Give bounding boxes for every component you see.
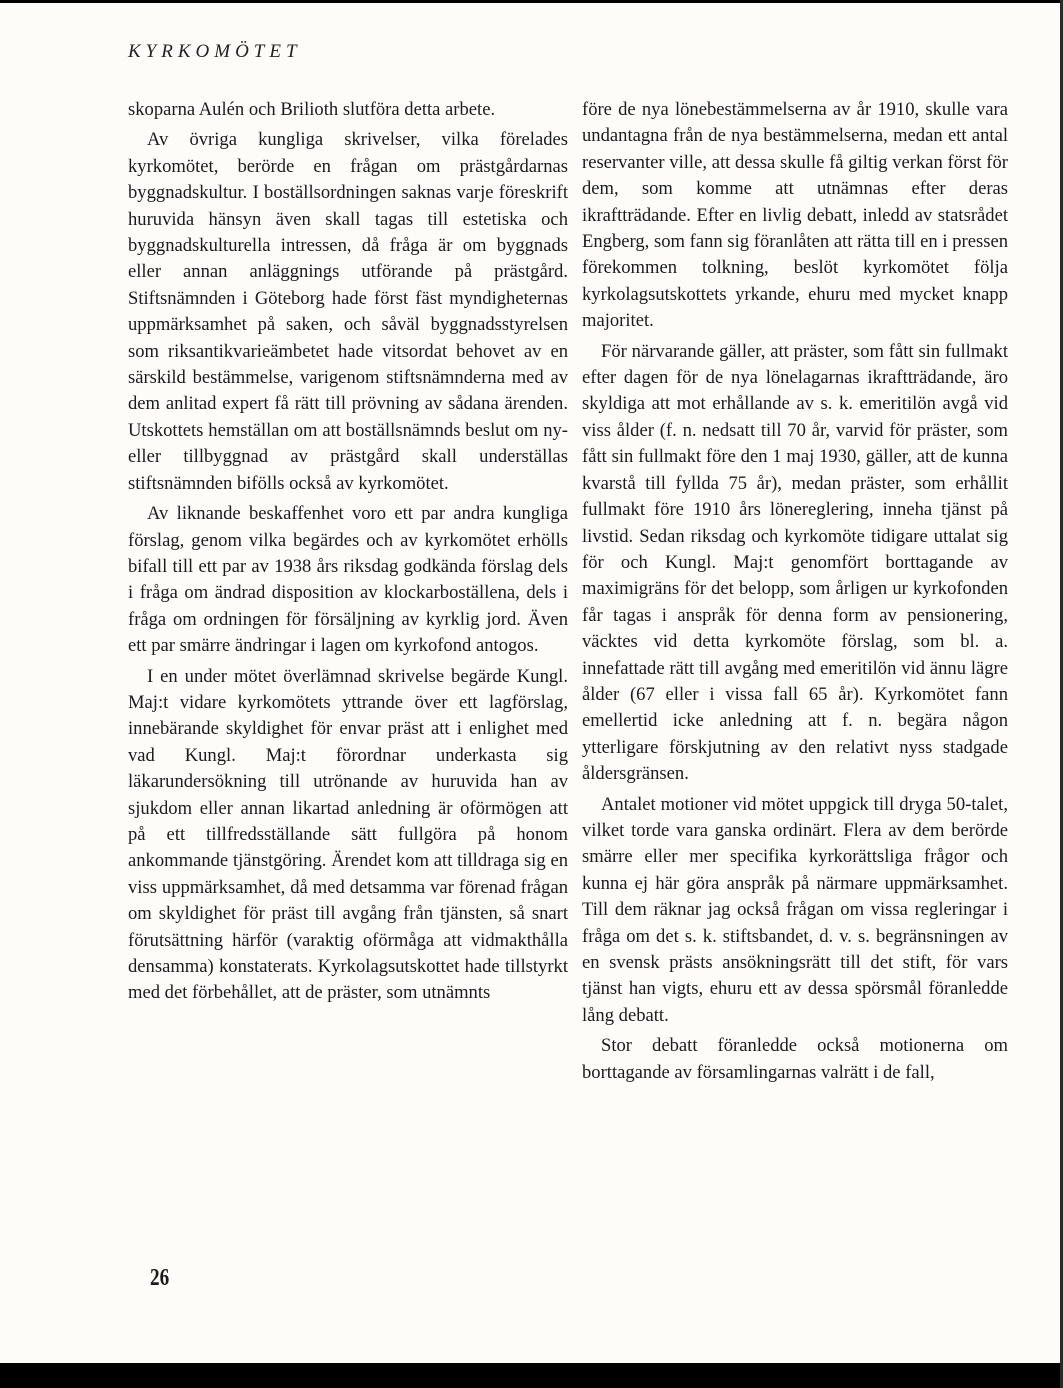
paragraph: Av liknande beskaffenhet voro ett par andra kungliga förslag, genom vilka begärdes och av kyrkomötet erhölls bifall till ett par av 1938 års riksdag godkända förslag dels i fråga om ändrad disposition av klockarboställena, dels i fråga om ordningen för försäljning av kyrklig jord. Även ett par smärre ändringar i lagen om kyrkofond antogos. — [128, 503, 568, 657]
paragraph: Av övriga kungliga skrivelser, vilka förelades kyrkomötet, berörde en frågan om prästgårdarnas byggnadskultur. I boställsordningen saknas varje föreskrift huruvida hänsyn även skall tagas till estetiska och byggnadskulturella intressen, då fråga är om byggnads eller annan anläggnings utförande på prästgård. Stiftsnämnden i Göteborg hade först fäst myndigheternas uppmärksamhet på saken, och såväl byggnadsstyrelsen som riksantikvarieämbetet hade vitsordat behovet av en särskild bestämmelse, varigenom stiftsnämnderna med av dem anlitad expert få rätt till prövning av sådana ärenden. Utskottets hemställan om att boställsnämnds beslut om ny- eller tillbyggnad av prästgård skall underställas stiftsnämnden bifölls också av kyrkomötet. — [128, 129, 568, 494]
running-head: KYRKOMÖTET — [128, 41, 302, 62]
paragraph: före de nya lönebestämmelserna av år 1910, skulle vara undantagna från de nya bestämmelserna, medan ett antal reservanter ville, att dessa skulle få giltig verkan först för dem, som komme att utnämnas efter deras ikraftträdande. Efter en livlig debatt, inledd av statsrådet Engberg, som fann sig föranlåten att rätta till en i pressen förekommen tolkning, beslöt kyrkomötet följa kyrkolagsutskottets yrkande, ehuru med mycket knapp majoritet. — [582, 99, 1008, 332]
paragraph: Stor debatt föranledde också motionerna om borttagande av församlingarnas valrätt i de fall, — [582, 1035, 1008, 1083]
page-number: 26 — [150, 1265, 170, 1291]
left-column — [128, 97, 568, 1011]
paragraph: I en under mötet överlämnad skrivelse begärde Kungl. Maj:t vidare kyrkomötets yttrande över ett lagförslag, innebärande skyldighet för envar präst att i enlighet med vad Kungl. Maj:t förordnar underkasta sig läkarundersökning till utrönande av huruvida han av sjukdom eller annan likartad anledning är oförmögen att på ett tillfredsställande sätt fullgöra på honom ankommande tjänstgöring. Ärendet kom att tilldraga sig en viss uppmärksamhet, då med detsamma var förenad frågan om skyldighet för präst till avgång från tjänsten, så snart förutsättning härför (varaktig oförmåga att vidmakthålla densamma) konstaterats. Kyrkolagsutskottet hade tillstyrkt med det förbehållet, att de präster, som utnämnts — [128, 665, 568, 1004]
paragraph: Antalet motioner vid mötet uppgick till dryga 50-talet, vilket torde vara ganska ordinärt. Flera av dem berörde smärre eller mer specifika kyrkorättsliga frågor och kunna ej här göra anspråk på närmare uppmärksamhet. Till dem räknar jag också frågan om vissa regleringar i fråga om det s. k. stiftsbandet, d. v. s. begränsningen av en svensk prästs ansökningsrätt till det stift, för vars tjänst han vigts, ehuru ett av dessa spörsmål föranledde lång debatt. — [582, 793, 1008, 1026]
paragraph: För närvarande gäller, att präster, som fått sin fullmakt efter dagen för de nya lönelagarnas ikraftträdande, äro skyldiga att mot erhållande av s. k. emeritilön avgå vid viss ålder (f. n. nedsatt till 70 år, varvid för präster, som fått sin fullmakt före den 1 maj 1930, gäller, att de kunna kvarstå till fyllda 75 år), medan präster, som erhållit fullmakt före 1910 års lönereglering, inneha tjänst på livstid. Sedan riksdag och kyrkomöte tidigare uttalat sig för och Kungl. Maj:t genomfört borttagande av maximigräns för det belopp, som årligen ur kyrkofonden får tagas i anspråk för denna form av pensionering, väcktes vid detta kyrkomöte förslag, som bl. a. innefattade rätt till avgång med emeritilön vid ännu lägre ålder (67 eller i vissa fall 65 år). Kyrkomötet fann emellertid icke anledning att f. n. begära någon ytterligare förskjutning av den relativt nyss stadgade åldersgränsen. — [582, 340, 1008, 785]
right-column — [582, 97, 1008, 1090]
document-page — [0, 3, 1060, 1363]
paragraph: skoparna Aulén och Brilioth slutföra detta arbete. — [128, 99, 496, 120]
